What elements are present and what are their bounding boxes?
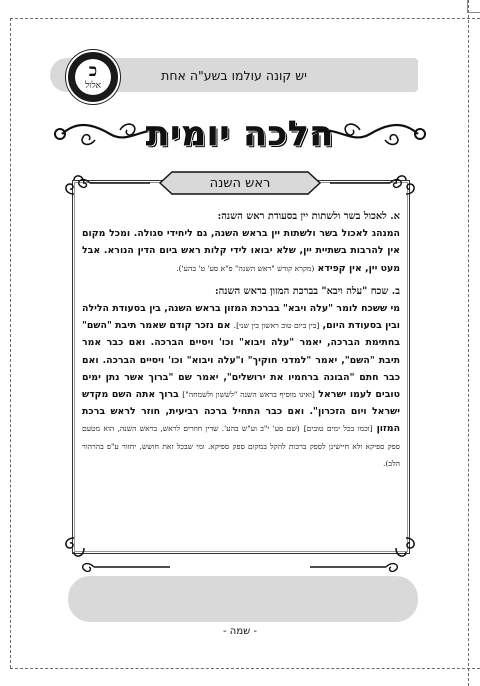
section-title: ראש השנה — [209, 175, 271, 191]
bottom-divider-left-icon — [70, 560, 170, 574]
corner-ornament-icon — [394, 536, 418, 560]
paragraph-b-body-1: מי ששכח לומר "עלה ויבא" בברכת המזון בראש השנה, בין בסעודת הלילה ובין בסעודת היום, — [82, 303, 401, 332]
crop-line-bottom — [10, 668, 480, 669]
right-flourish-icon — [310, 116, 430, 152]
crop-line-right — [468, 0, 469, 686]
paragraph-b-body-2: אם נזכר קודם שאמר תיבת "השם" בחתימת הברכה, יאמר "עלה ויבוא" וכו' ויסיים הברכה. ואם כבר אמר תיבת "השם", יאמר "למדני חוקיך" ו"עלה ויבוא" וכו' ויסיים הברכה. ואם כבר חתם "הבונה ברחמיו את ירושלים", יאמר שם "ברוך אשר נתן ימים טובים לעמו ישראל — [82, 320, 400, 401]
paragraph-b — [82, 300, 400, 472]
crop-corner-mark — [467, 0, 480, 13]
paragraph-a-body: המנהג לאכול בשר ולשתות יין בראש השנה, גם ליחידי סגולה. ומכל מקום אין להרבות בשתיית יין, שלא יבואו לידי קלות ראש ביום הדין הנורא. אבל מעט יין, אין קפידא — [82, 228, 400, 274]
date-badge-inner — [75, 59, 111, 95]
paragraph-b-bracket-1: [בין ביום טוב ראשון בין שני]. — [233, 321, 320, 331]
paragraph-b-heading: ב. שכח "עלה ויבא" בברכת המזון בראש השנה: — [214, 285, 400, 297]
paragraph-a — [82, 225, 400, 277]
bottom-divider-right-icon — [310, 560, 410, 574]
main-heading-text: הלכה יומית — [146, 114, 334, 154]
section-flourish-right-icon — [330, 176, 410, 190]
paragraph-b-bracket-2: [ואינו מוסיף בראש השנה "לששון ולשמחה"] — [182, 390, 315, 400]
header-title: יש קונה עולמו בשע"ה אחת — [161, 67, 307, 83]
date-day: כ — [88, 61, 98, 81]
paragraph-b-body-3: ברוך אתה השם מקדש ישראל ויום הזכרון". ואם כבר התחיל ברכה רביעית, חוזר לראש ברכת המזון — [82, 389, 401, 435]
section-flourish-left-icon — [70, 176, 150, 190]
halacha-text — [82, 208, 400, 472]
date-badge — [66, 50, 120, 104]
crop-line-top — [10, 18, 480, 19]
paragraph-b-source: (שם סע' י"ב וע"ש בהע'. שדין חוזרים לראש, בראש השנה, הוא מטעם ספק ספיקא ולא חיישינן לספק ברכות להקל במקום ספק ספיקא. ומי שבכל זאת חושש, יחזור ע"פ בהרהור הלב). — [82, 424, 400, 468]
corner-ornament-icon — [62, 536, 86, 560]
section-header — [150, 168, 330, 198]
bottom-panel — [68, 576, 418, 622]
page-label: - שמה - — [223, 626, 257, 637]
date-month: אלול — [84, 81, 102, 91]
crop-line-left — [10, 18, 11, 668]
paragraph-a-source: (מקרא קודש "ראש השנה" פ"א סע' ט' בהע'). — [176, 263, 315, 273]
paragraph-a-heading: א. לאכול בשר ולשתות יין בסעודת ראש השנה: — [217, 211, 400, 222]
paragraph-b-bracket-3: [וכמו בכל ימים טובים] — [303, 424, 373, 434]
